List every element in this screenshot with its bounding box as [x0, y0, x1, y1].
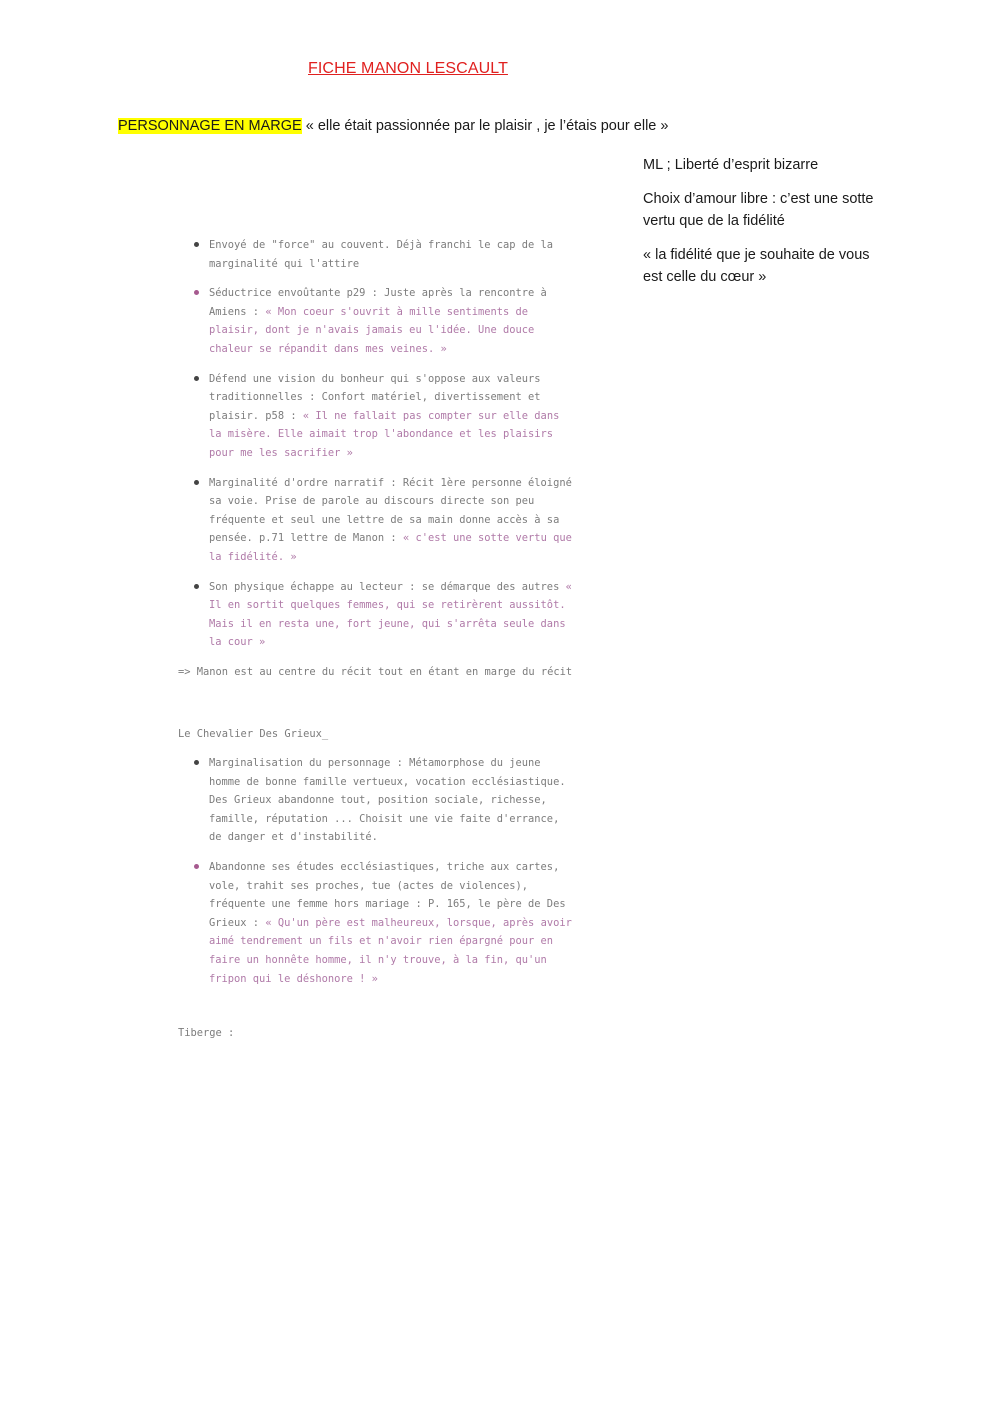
- point-quote: « Il ne fallait pas compter sur elle dans la misère. Elle aimait trop l'abondance et les plaisirs pour me les sacrifier »: [209, 409, 560, 459]
- point-quote: « c'est une sotte vertu que la fidélité. »: [209, 532, 572, 563]
- side-notes: [643, 154, 883, 300]
- point-quote: « Mon coeur s'ouvrit à mille sentiments de plaisir, dont je n'avais jamais eu l'idée. Une douce chaleur se répandit dans mes veines. »: [209, 305, 535, 355]
- point-text: Défend une vision du bonheur qui s'oppose aux valeurs traditionnelles : Confort matériel, divertissement et plaisir. p58 :: [209, 372, 541, 422]
- side-note: « la fidélité que je souhaite de vous est celle du cœur »: [643, 247, 870, 285]
- side-note: Choix d’amour libre : c’est une sotte vertu que de la fidélité: [643, 191, 874, 229]
- point-text: Marginalité d'ordre narratif : Récit 1ère personne éloigné sa voie. Prise de parole au discours directe son peu fréquente et seul une lettre de sa main donne accès à sa pensée. p.71 lettre de Manon :: [209, 476, 572, 545]
- point-text: Abandonne ses études ecclésiastiques, triche aux cartes, vole, trahit ses proches, tue (actes de violences), fréquente une femme hors mariage : P. 165, le père de Des Grieux :: [209, 861, 566, 929]
- bullet-icon: [194, 760, 199, 765]
- manon-points-list: [178, 236, 578, 652]
- scanned-notes: [178, 236, 578, 1043]
- list-item: [178, 236, 578, 273]
- bullet-icon: [194, 864, 199, 869]
- chevalier-points-list: [178, 754, 578, 988]
- bullet-icon: [194, 290, 199, 295]
- page-title: FICHE MANON LESCAULT: [308, 60, 508, 77]
- heading-quote: « elle était passionnée par le plaisir , je l’étais pour elle »: [301, 118, 669, 134]
- bullet-icon: [194, 242, 199, 247]
- bullet-icon: [194, 584, 199, 589]
- list-item: [178, 578, 578, 652]
- point-quote: « Il en sortit quelques femmes, qui se retirèrent aussitôt. Mais il en resta une, fort jeune, qui s'arrêta seule dans la cour »: [209, 580, 572, 649]
- list-item: [178, 474, 578, 567]
- highlighted-heading: PERSONNAGE EN MARGE: [118, 118, 302, 134]
- list-item: [178, 754, 578, 847]
- section-heading: [118, 118, 668, 134]
- chevalier-heading: Le Chevalier Des Grieux_: [178, 728, 329, 741]
- list-item: [178, 284, 578, 358]
- conclusion-text: => Manon est au centre du récit tout en étant en marge du récit: [178, 665, 573, 678]
- bullet-icon: [194, 376, 199, 381]
- point-text: Envoyé de "force" au couvent. Déjà franchi le cap de la marginalité qui l'attire: [209, 239, 554, 270]
- bullet-icon: [194, 480, 199, 485]
- tiberge-heading: Tiberge :: [178, 1027, 235, 1040]
- side-note: ML ; Liberté d’esprit bizarre: [643, 157, 819, 173]
- point-text: Son physique échappe au lecteur : se démarque des autres: [209, 580, 566, 593]
- list-item: [178, 858, 578, 988]
- point-text: Marginalisation du personnage : Métamorphose du jeune homme de bonne famille vertueux, vocation ecclésiastique. Des Grieux abandonne tout, position sociale, richesse, famille, réputation ... Choisit une vie faite d'errance, de danger et d'instabilité.: [209, 757, 566, 844]
- point-text: Séductrice envoûtante p29 : Juste après la rencontre à Amiens :: [209, 287, 547, 318]
- list-item: [178, 370, 578, 463]
- point-quote: « Qu'un père est malheureux, lorsque, après avoir aimé tendrement un fils et n'avoir rien épargné pour en faire un honnête homme, il n'y trouve, à la fin, qu'un fripon qui le déshonore ! »: [209, 916, 572, 985]
